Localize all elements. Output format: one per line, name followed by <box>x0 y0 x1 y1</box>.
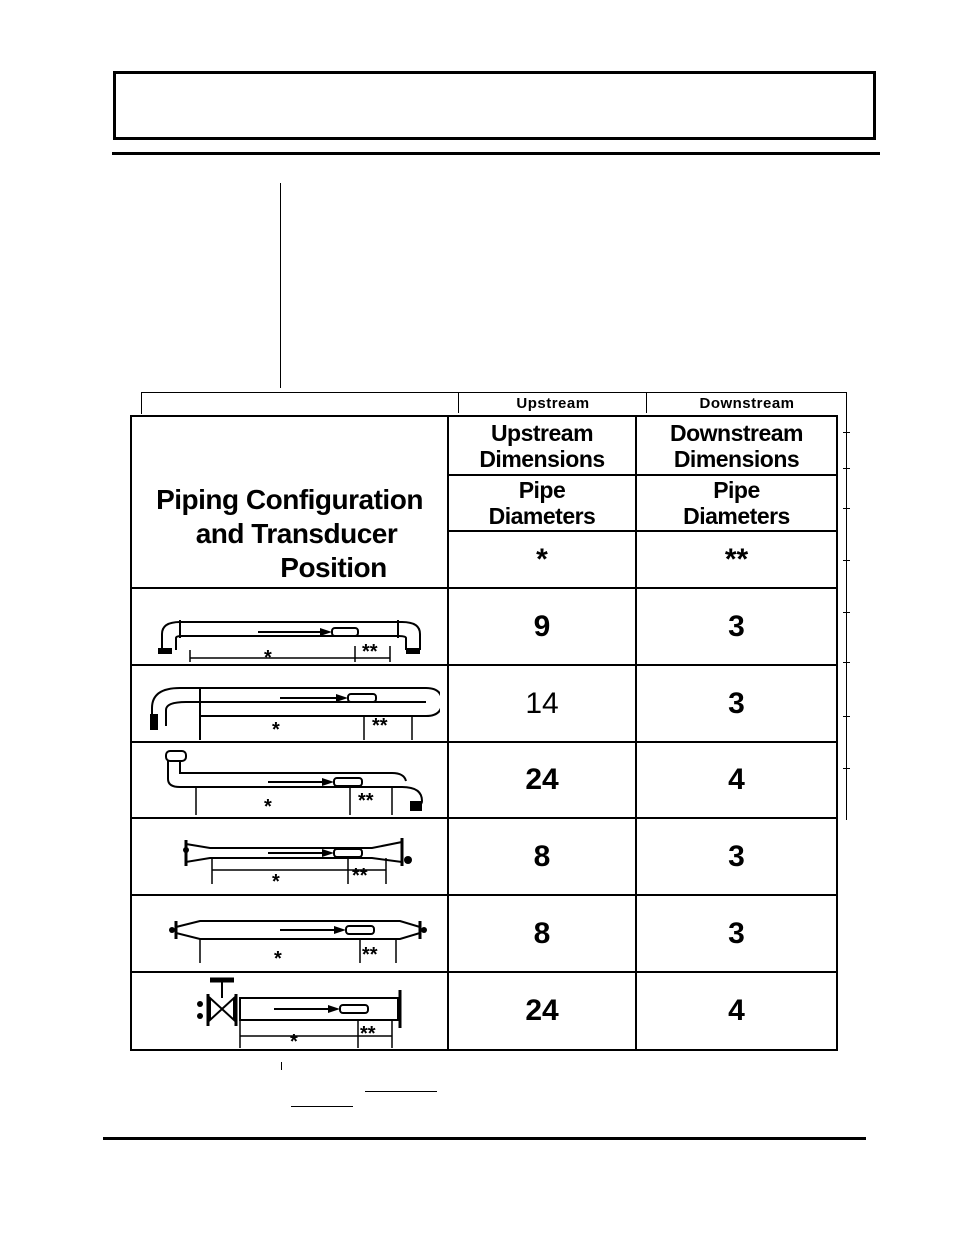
downstream-value: 3 <box>636 895 837 972</box>
upstream-marker: * <box>448 531 636 588</box>
upstream-header <box>448 416 636 475</box>
margin-divider <box>280 183 281 388</box>
downstream-value: 3 <box>636 588 837 665</box>
upstream-value: 14 <box>448 665 636 742</box>
upstream-value: 9 <box>448 588 636 665</box>
two-elbows-pipe-figure <box>140 592 440 662</box>
config-figure-cell <box>131 665 448 742</box>
downstream-value: 4 <box>636 742 837 818</box>
svg-text:**: ** <box>361 943 378 966</box>
top-rule <box>112 152 880 155</box>
downstream-value: 3 <box>636 665 837 742</box>
page-title-box <box>113 71 876 140</box>
underline-mark <box>365 1091 437 1092</box>
svg-text:**: ** <box>351 864 368 887</box>
downstream-header <box>636 416 837 475</box>
upstream-header-line2: Dimensions <box>479 445 605 472</box>
config-header-line1: Piping Configuration <box>156 484 423 515</box>
config-figure-cell <box>131 588 448 665</box>
valve-figure <box>140 974 440 1048</box>
underline-mark <box>291 1106 353 1107</box>
svg-text:**: ** <box>371 714 388 737</box>
config-figure-cell <box>131 818 448 895</box>
upstream-value: 24 <box>448 742 636 818</box>
margin-tick <box>281 1062 282 1070</box>
upstream-value: 24 <box>448 972 636 1050</box>
upstream-unit <box>448 475 636 531</box>
config-figure-cell <box>131 972 448 1050</box>
downstream-unit-line2: Diameters <box>683 503 790 529</box>
upstream-unit-line1: Pipe <box>518 477 566 503</box>
downstream-unit-line1: Pipe <box>713 477 760 503</box>
reducer-figure <box>140 822 440 892</box>
downstream-header-line1: Downstream <box>669 419 804 446</box>
downstream-marker: ** <box>636 531 837 588</box>
ghost-table-edge <box>846 392 847 820</box>
downstream-value: 3 <box>636 818 837 895</box>
config-figure-cell <box>131 895 448 972</box>
two-elbows-offset-figure <box>140 668 440 740</box>
ghost-downstream-label: Downstream <box>646 392 847 413</box>
downstream-value: 4 <box>636 972 837 1050</box>
svg-text:**: ** <box>359 1023 376 1045</box>
upstream-value: 8 <box>448 818 636 895</box>
ghost-upstream-label: Upstream <box>458 392 647 413</box>
downstream-header-line2: Dimensions <box>673 445 800 472</box>
config-header-cell <box>131 416 448 588</box>
svg-text:**: ** <box>357 790 374 812</box>
svg-text:*: * <box>271 870 280 892</box>
config-header-line2: and Transducer <box>195 518 398 549</box>
downstream-unit <box>636 475 837 531</box>
upstream-value: 8 <box>448 895 636 972</box>
svg-text:**: ** <box>361 640 378 662</box>
svg-text:*: * <box>273 947 282 969</box>
upstream-header-line1: Upstream <box>490 419 594 446</box>
upstream-unit-line2: Diameters <box>488 503 596 529</box>
svg-text:*: * <box>271 718 280 740</box>
svg-text:*: * <box>263 796 272 815</box>
config-figure-cell <box>131 742 448 818</box>
piping-configuration-table <box>130 415 838 1051</box>
bottom-rule <box>103 1137 866 1140</box>
expander-figure <box>140 899 440 969</box>
out-of-plane-elbows-figure <box>140 745 440 815</box>
config-header-line3: Position <box>280 552 387 583</box>
svg-text:*: * <box>289 1031 298 1048</box>
svg-text:*: * <box>263 646 272 662</box>
